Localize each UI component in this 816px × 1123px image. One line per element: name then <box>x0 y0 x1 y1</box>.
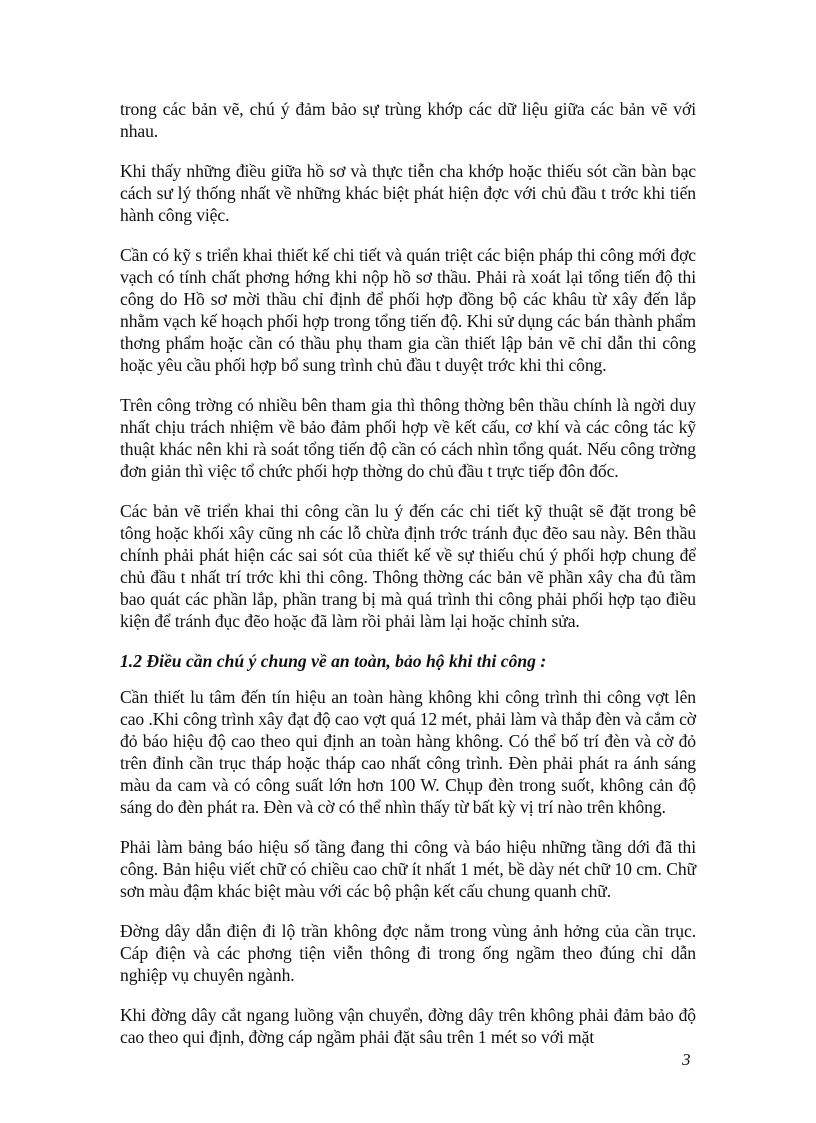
paragraph-construction-drawings: Các bản vẽ triển khai thi công cần lu ý đến các chi tiết kỹ thuật sẽ đặt trong bê tông hoặc khối xây cũng nh các lỗ chừa định trớc tránh đục đẽo sau này. Bên thầu chính phải phát hiện các sai sót của thiết kế về sự thiếu chú ý phối hợp chung để chủ đầu t nhất trí trớc khi thi công. Thông thờng các bản vẽ phần xây cha đủ tầm bao quát các phần lắp, phần trang bị mà quá trình thi công phải phối hợp tạo điều kiện để tránh đục đẽo hoặc đã làm rồi phải làm lại hoặc chỉnh sửa. <box>120 501 696 631</box>
section-heading-safety: 1.2 Điều cần chú ý chung về an toàn, bảo hộ khi thi công : <box>120 651 547 671</box>
paragraph-power-lines: Đờng dây dẫn điện đi lộ trần không đợc nằm trong vùng ảnh hởng của cần trục. Cáp điện và các phơng tiện viễn thông đi trong ống ngầm theo đúng chỉ dẫn nghiệp vụ chuyên ngành. <box>120 921 696 985</box>
paragraph-floor-signboard: Phải làm bảng báo hiệu số tầng đang thi công và báo hiệu những tầng dới đã thi công. Bản hiệu viết chữ có chiều cao chữ ít nhất 1 mét, bề dày nét chữ 10 cm. Chữ sơn màu đậm khác biệt màu với các bộ phận kết cấu chung quanh chữ. <box>120 837 696 901</box>
paragraph-discrepancy-resolution: Khi thấy những điều giữa hồ sơ và thực tiễn cha khớp hoặc thiếu sót cần bàn bạc cách sư lý thống nhất về những khác biệt phát hiện đợc với chủ đầu t trớc khi tiến hành công việc. <box>120 161 696 225</box>
paragraph-line-crossing: Khi đờng dây cắt ngang luồng vận chuyển, đờng dây trên không phải đảm bảo độ cao theo qui định, đờng cáp ngầm phải đặt sâu trên 1 mét so với mặt <box>120 1005 696 1047</box>
page-content <box>120 98 696 1066</box>
paragraph-aviation-signals: Cần thiết lu tâm đến tín hiệu an toàn hàng không khi công trình thi công vợt lên cao .Khi công trình xây đạt độ cao vợt quá 12 mét, phải làm và thắp đèn và cắm cờ đỏ báo hiệu độ cao theo qui định an toàn hàng không. Có thể bố trí đèn và cờ đỏ trên đỉnh cần trục tháp hoặc tháp cao nhất công trình. Đèn phải phát ra ánh sáng màu da cam và có công suất lớn hơn 100 W. Chụp đèn trong suốt, không cản độ sáng do đèn phát ra. Đèn và cờ có thể nhìn thấy từ bất kỳ vị trí nào trên không. <box>120 687 696 817</box>
page-number: 3 <box>682 1050 691 1069</box>
paragraph-engineer-design: Cần có kỹ s triển khai thiết kế chi tiết và quán triệt các biện pháp thi công mới đợc vạch có tính chất phơng hớng khi nộp hồ sơ thầu. Phải rà xoát lại tổng tiến độ thi công do Hồ sơ mời thầu chỉ định để phối hợp đồng bộ các khâu từ xây đến lắp nhằm vạch kế hoạch phối hợp trong tổng tiến độ. Khi sử dụng các bán thành phẩm thơng phẩm hoặc cần có thầu phụ tham gia cần thiết lập bản vẽ chỉ dẫn thi công hoặc yêu cầu phối hợp bổ sung trình chủ đầu t duyệt trớc khi thi công. <box>120 245 696 375</box>
paragraph-data-consistency: trong các bản vẽ, chú ý đảm bảo sự trùng khớp các dữ liệu giữa các bản vẽ với nhau. <box>120 99 696 141</box>
paragraph-main-contractor: Trên công trờng có nhiều bên tham gia thì thông thờng bên thầu chính là ngời duy nhất chịu trách nhiệm về bảo đảm phối hợp về kết cấu, cơ khí và các công tác kỹ thuật khác nên khi rà soát tổng tiến độ cần có cách nhìn tổng quát. Nếu công trờng đơn giản thì việc tổ chức phối hợp thờng do chủ đầu t trực tiếp đôn đốc. <box>120 395 696 481</box>
